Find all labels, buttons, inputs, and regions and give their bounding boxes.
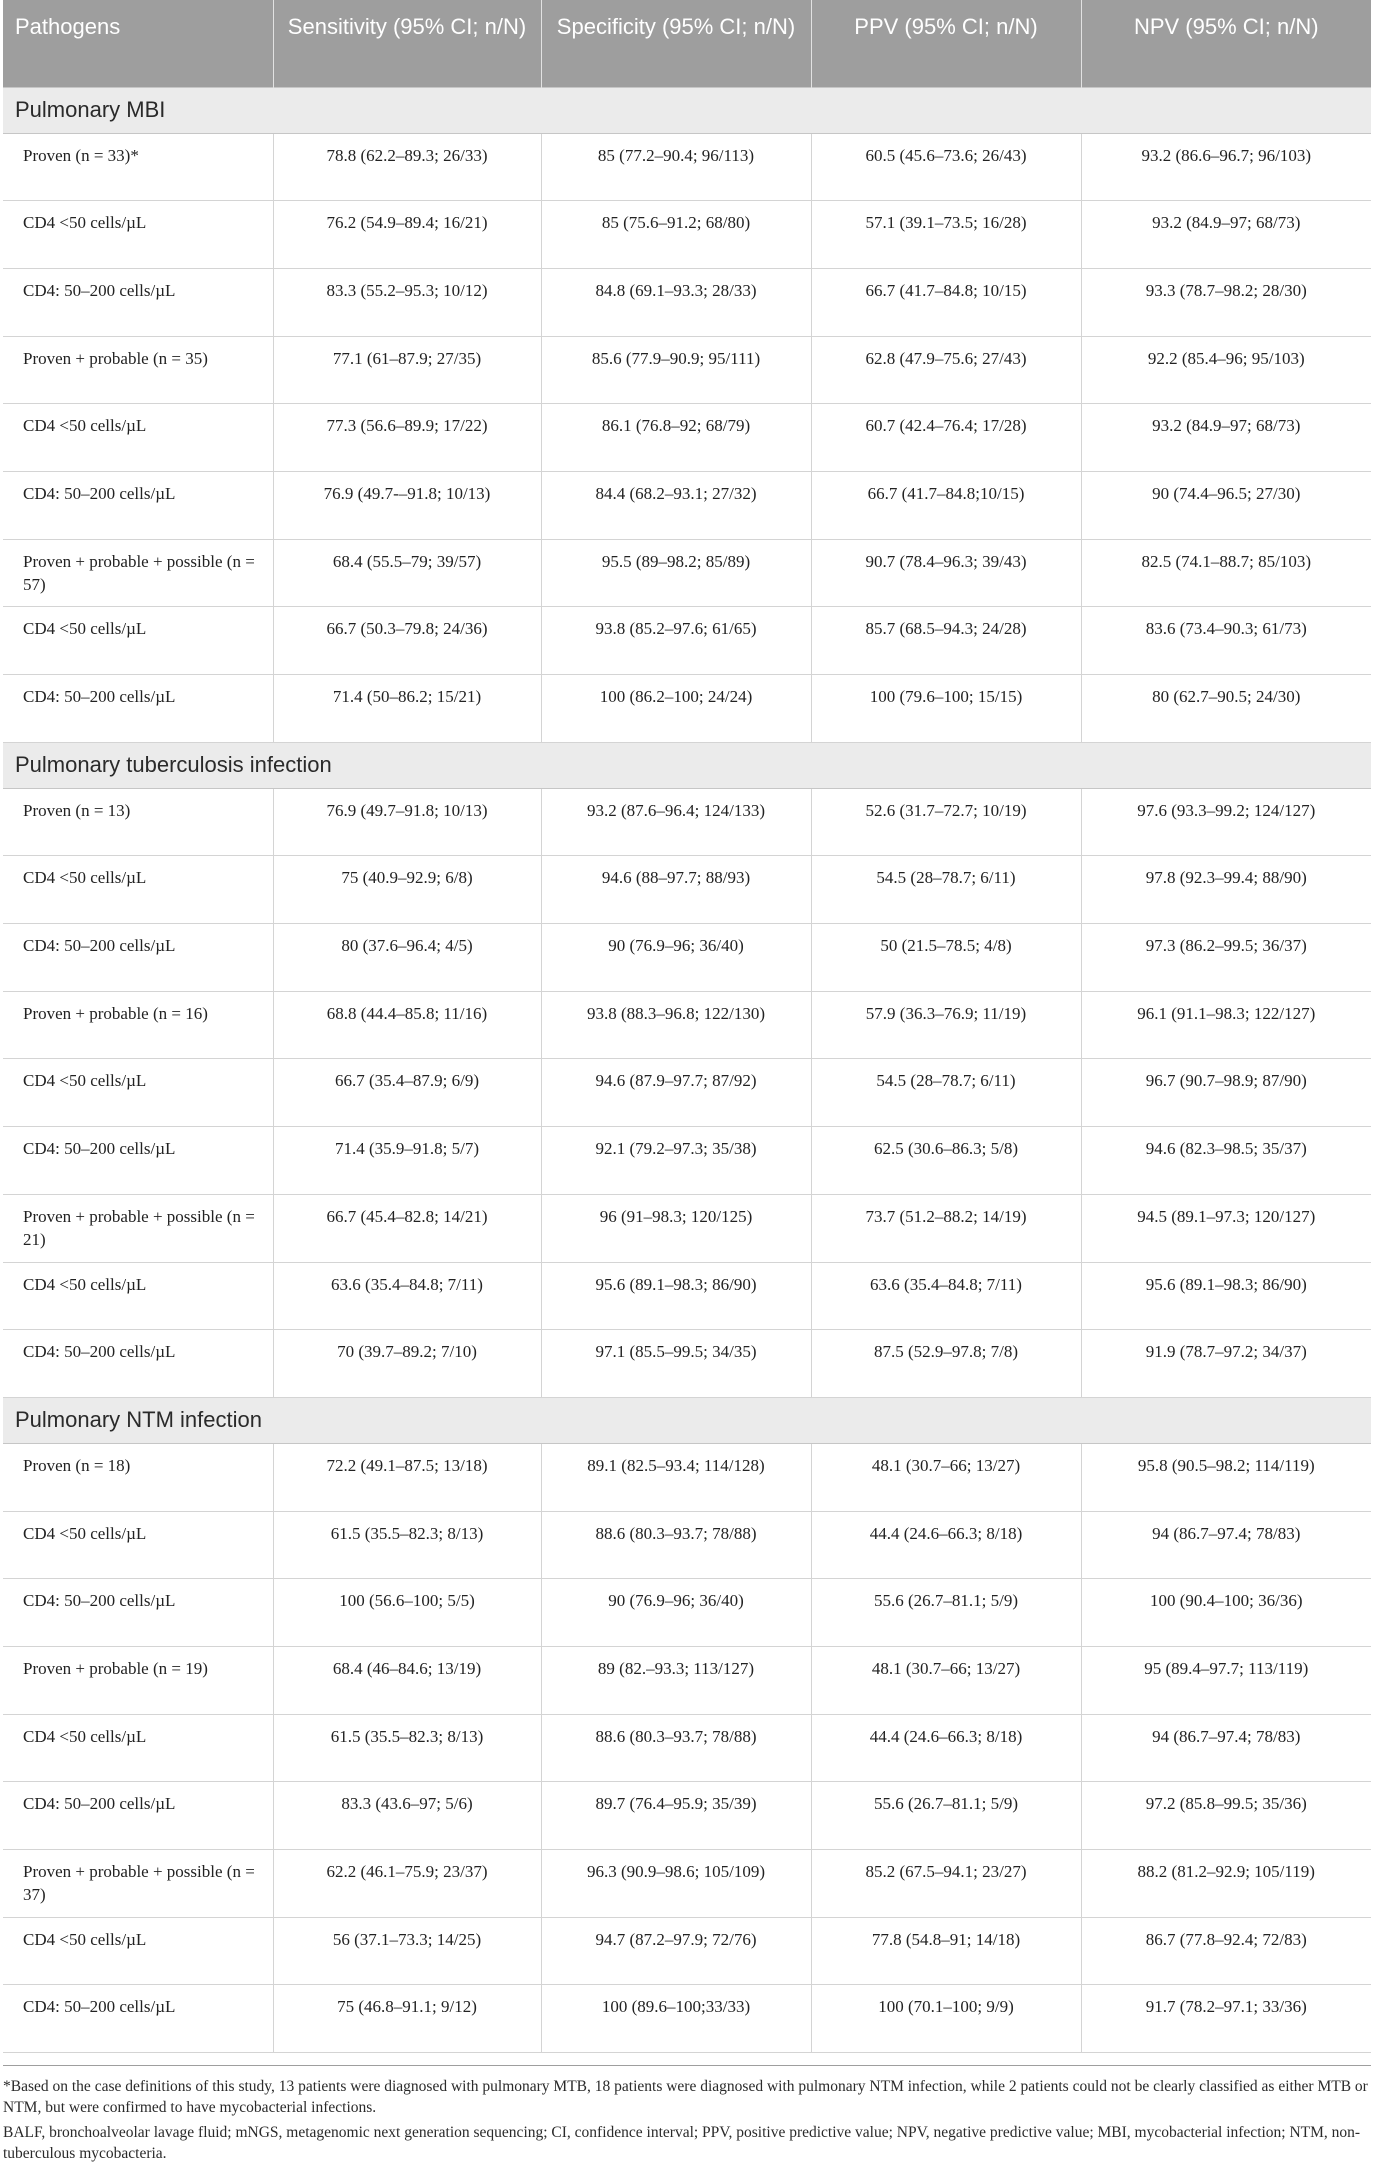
pathogen-cell: Proven + probable + possible (n = 57) [3, 539, 273, 607]
table-header [3, 0, 1371, 87]
sensitivity-cell: 83.3 (55.2–95.3; 10/12) [273, 268, 541, 336]
ppv-cell: 50 (21.5–78.5; 4/8) [811, 924, 1081, 992]
pathogen-cell: CD4 <50 cells/µL [3, 1511, 273, 1579]
npv-cell: 90 (74.4–96.5; 27/30) [1081, 471, 1371, 539]
ppv-cell: 62.5 (30.6–86.3; 5/8) [811, 1127, 1081, 1195]
specificity-cell: 88.6 (80.3–93.7; 78/88) [541, 1511, 811, 1579]
sensitivity-cell: 77.3 (56.6–89.9; 17/22) [273, 404, 541, 472]
header-specificity: Specificity (95% CI; n/N) [541, 0, 811, 87]
sensitivity-cell: 100 (56.6–100; 5/5) [273, 1579, 541, 1647]
npv-cell: 95 (89.4–97.7; 113/119) [1081, 1646, 1371, 1714]
npv-cell: 80 (62.7–90.5; 24/30) [1081, 675, 1371, 743]
sensitivity-cell: 66.7 (50.3–79.8; 24/36) [273, 607, 541, 675]
header-ppv: PPV (95% CI; n/N) [811, 0, 1081, 87]
ppv-cell: 48.1 (30.7–66; 13/27) [811, 1646, 1081, 1714]
specificity-cell: 89 (82.–93.3; 113/127) [541, 1646, 811, 1714]
sensitivity-cell: 71.4 (35.9–91.8; 5/7) [273, 1127, 541, 1195]
npv-cell: 94.6 (82.3–98.5; 35/37) [1081, 1127, 1371, 1195]
npv-cell: 86.7 (77.8–92.4; 72/83) [1081, 1917, 1371, 1985]
ppv-cell: 73.7 (51.2–88.2; 14/19) [811, 1194, 1081, 1262]
sensitivity-cell: 62.2 (46.1–75.9; 23/37) [273, 1850, 541, 1918]
table-row [3, 1985, 1371, 2053]
ppv-cell: 66.7 (41.7–84.8;10/15) [811, 471, 1081, 539]
npv-cell: 83.6 (73.4–90.3; 61/73) [1081, 607, 1371, 675]
ppv-cell: 100 (70.1–100; 9/9) [811, 1985, 1081, 2053]
table-row [3, 1714, 1371, 1782]
pathogen-cell: CD4: 50–200 cells/µL [3, 1330, 273, 1398]
ppv-cell: 66.7 (41.7–84.8; 10/15) [811, 268, 1081, 336]
table-footnotes [3, 2065, 1371, 2168]
sensitivity-cell: 61.5 (35.5–82.3; 8/13) [273, 1714, 541, 1782]
specificity-cell: 90 (76.9–96; 36/40) [541, 1579, 811, 1647]
table-body [3, 87, 1371, 2053]
sensitivity-cell: 76.2 (54.9–89.4; 16/21) [273, 201, 541, 269]
section-title: Pulmonary MBI [3, 87, 1371, 133]
pathogen-cell: Proven + probable (n = 16) [3, 991, 273, 1059]
specificity-cell: 97.1 (85.5–99.5; 34/35) [541, 1330, 811, 1398]
npv-cell: 97.8 (92.3–99.4; 88/90) [1081, 856, 1371, 924]
ppv-cell: 55.6 (26.7–81.1; 5/9) [811, 1782, 1081, 1850]
ppv-cell: 48.1 (30.7–66; 13/27) [811, 1443, 1081, 1511]
table-row [3, 1194, 1371, 1262]
table-row [3, 1917, 1371, 1985]
ppv-cell: 55.6 (26.7–81.1; 5/9) [811, 1579, 1081, 1647]
sensitivity-cell: 56 (37.1–73.3; 14/25) [273, 1917, 541, 1985]
table-row [3, 539, 1371, 607]
pathogen-cell: Proven (n = 33)* [3, 133, 273, 201]
table-row [3, 1511, 1371, 1579]
pathogen-cell: CD4: 50–200 cells/µL [3, 1985, 273, 2053]
table-row [3, 404, 1371, 472]
table-row [3, 336, 1371, 404]
sensitivity-cell: 66.7 (45.4–82.8; 14/21) [273, 1194, 541, 1262]
specificity-cell: 92.1 (79.2–97.3; 35/38) [541, 1127, 811, 1195]
footnote-abbreviations: BALF, bronchoalveolar lavage fluid; mNGS, metagenomic next generation sequencing; CI, confidence interval; PPV, positive predictive value; NPV, negative predictive value; MBI, mycobacterial infection; NTM, non-tuberculous mycobacteria. [3, 2124, 1361, 2162]
pathogen-cell: CD4 <50 cells/µL [3, 607, 273, 675]
pathogen-cell: CD4 <50 cells/µL [3, 404, 273, 472]
ppv-cell: 85.2 (67.5–94.1; 23/27) [811, 1850, 1081, 1918]
specificity-cell: 89.7 (76.4–95.9; 35/39) [541, 1782, 811, 1850]
npv-cell: 97.6 (93.3–99.2; 124/127) [1081, 788, 1371, 856]
table-row [3, 1646, 1371, 1714]
sensitivity-cell: 78.8 (62.2–89.3; 26/33) [273, 133, 541, 201]
table-row [3, 1262, 1371, 1330]
table-row [3, 133, 1371, 201]
pathogen-cell: CD4: 50–200 cells/µL [3, 675, 273, 743]
specificity-cell: 88.6 (80.3–93.7; 78/88) [541, 1714, 811, 1782]
specificity-cell: 100 (86.2–100; 24/24) [541, 675, 811, 743]
sensitivity-cell: 68.4 (46–84.6; 13/19) [273, 1646, 541, 1714]
sensitivity-cell: 75 (46.8–91.1; 9/12) [273, 1985, 541, 2053]
pathogen-cell: CD4 <50 cells/µL [3, 1917, 273, 1985]
section-row [3, 1397, 1371, 1443]
npv-cell: 82.5 (74.1–88.7; 85/103) [1081, 539, 1371, 607]
pathogen-cell: CD4: 50–200 cells/µL [3, 1782, 273, 1850]
sensitivity-cell: 72.2 (49.1–87.5; 13/18) [273, 1443, 541, 1511]
npv-cell: 94.5 (89.1–97.3; 120/127) [1081, 1194, 1371, 1262]
specificity-cell: 85.6 (77.9–90.9; 95/111) [541, 336, 811, 404]
sensitivity-cell: 80 (37.6–96.4; 4/5) [273, 924, 541, 992]
npv-cell: 95.8 (90.5–98.2; 114/119) [1081, 1443, 1371, 1511]
table-row [3, 991, 1371, 1059]
ppv-cell: 85.7 (68.5–94.3; 24/28) [811, 607, 1081, 675]
specificity-cell: 94.7 (87.2–97.9; 72/76) [541, 1917, 811, 1985]
specificity-cell: 90 (76.9–96; 36/40) [541, 924, 811, 992]
npv-cell: 94 (86.7–97.4; 78/83) [1081, 1714, 1371, 1782]
sensitivity-cell: 76.9 (49.7-–91.8; 10/13) [273, 471, 541, 539]
sensitivity-cell: 61.5 (35.5–82.3; 8/13) [273, 1511, 541, 1579]
npv-cell: 97.2 (85.8–99.5; 35/36) [1081, 1782, 1371, 1850]
npv-cell: 91.9 (78.7–97.2; 34/37) [1081, 1330, 1371, 1398]
pathogen-cell: Proven + probable (n = 19) [3, 1646, 273, 1714]
npv-cell: 97.3 (86.2–99.5; 36/37) [1081, 924, 1371, 992]
ppv-cell: 54.5 (28–78.7; 6/11) [811, 1059, 1081, 1127]
pathogen-cell: Proven + probable (n = 35) [3, 336, 273, 404]
npv-cell: 94 (86.7–97.4; 78/83) [1081, 1511, 1371, 1579]
ppv-cell: 60.7 (42.4–76.4; 17/28) [811, 404, 1081, 472]
sensitivity-cell: 76.9 (49.7–91.8; 10/13) [273, 788, 541, 856]
ppv-cell: 44.4 (24.6–66.3; 8/18) [811, 1714, 1081, 1782]
npv-cell: 88.2 (81.2–92.9; 105/119) [1081, 1850, 1371, 1918]
pathogen-cell: CD4 <50 cells/µL [3, 1059, 273, 1127]
table-row [3, 924, 1371, 992]
specificity-cell: 96.3 (90.9–98.6; 105/109) [541, 1850, 811, 1918]
ppv-cell: 52.6 (31.7–72.7; 10/19) [811, 788, 1081, 856]
ppv-cell: 57.9 (36.3–76.9; 11/19) [811, 991, 1081, 1059]
npv-cell: 96.1 (91.1–98.3; 122/127) [1081, 991, 1371, 1059]
pathogen-cell: CD4: 50–200 cells/µL [3, 1579, 273, 1647]
pathogen-cell: CD4 <50 cells/µL [3, 1714, 273, 1782]
pathogen-cell: CD4 <50 cells/µL [3, 201, 273, 269]
npv-cell: 92.2 (85.4–96; 95/103) [1081, 336, 1371, 404]
table-row [3, 1850, 1371, 1918]
specificity-cell: 93.8 (88.3–96.8; 122/130) [541, 991, 811, 1059]
pathogen-cell: CD4 <50 cells/µL [3, 856, 273, 924]
sensitivity-cell: 63.6 (35.4–84.8; 7/11) [273, 1262, 541, 1330]
table-row [3, 1330, 1371, 1398]
pathogen-cell: Proven (n = 18) [3, 1443, 273, 1511]
section-row [3, 742, 1371, 788]
sensitivity-cell: 70 (39.7–89.2; 7/10) [273, 1330, 541, 1398]
ppv-cell: 100 (79.6–100; 15/15) [811, 675, 1081, 743]
pathogen-cell: CD4: 50–200 cells/µL [3, 1127, 273, 1195]
header-npv: NPV (95% CI; n/N) [1081, 0, 1371, 87]
npv-cell: 93.2 (84.9–97; 68/73) [1081, 201, 1371, 269]
table-row [3, 1782, 1371, 1850]
pathogen-cell: CD4: 50–200 cells/µL [3, 924, 273, 992]
ppv-cell: 87.5 (52.9–97.8; 7/8) [811, 1330, 1081, 1398]
sensitivity-cell: 68.4 (55.5–79; 39/57) [273, 539, 541, 607]
ppv-cell: 44.4 (24.6–66.3; 8/18) [811, 1511, 1081, 1579]
specificity-cell: 85 (75.6–91.2; 68/80) [541, 201, 811, 269]
footnote-case-definitions: *Based on the case definitions of this study, 13 patients were diagnosed with pulmonary MTB, 18 patients were diagnosed with pulmonary NTM infection, while 2 patients could not be clearly classified as either MTB or NTM, but were confirmed to have mycobacterial infections. [3, 2078, 1368, 2116]
table-row [3, 1127, 1371, 1195]
table-row [3, 268, 1371, 336]
npv-cell: 95.6 (89.1–98.3; 86/90) [1081, 1262, 1371, 1330]
table-row [3, 675, 1371, 743]
specificity-cell: 85 (77.2–90.4; 96/113) [541, 133, 811, 201]
specificity-cell: 89.1 (82.5–93.4; 114/128) [541, 1443, 811, 1511]
sensitivity-cell: 77.1 (61–87.9; 27/35) [273, 336, 541, 404]
sensitivity-cell: 75 (40.9–92.9; 6/8) [273, 856, 541, 924]
npv-cell: 100 (90.4–100; 36/36) [1081, 1579, 1371, 1647]
specificity-cell: 84.4 (68.2–93.1; 27/32) [541, 471, 811, 539]
ppv-cell: 77.8 (54.8–91; 14/18) [811, 1917, 1081, 1985]
pathogen-cell: Proven + probable + possible (n = 37) [3, 1850, 273, 1918]
sensitivity-cell: 66.7 (35.4–87.9; 6/9) [273, 1059, 541, 1127]
header-sensitivity: Sensitivity (95% CI; n/N) [273, 0, 541, 87]
ppv-cell: 54.5 (28–78.7; 6/11) [811, 856, 1081, 924]
ppv-cell: 63.6 (35.4–84.8; 7/11) [811, 1262, 1081, 1330]
pathogen-cell: Proven (n = 13) [3, 788, 273, 856]
table-row [3, 856, 1371, 924]
specificity-cell: 96 (91–98.3; 120/125) [541, 1194, 811, 1262]
table-row [3, 788, 1371, 856]
pathogen-cell: CD4: 50–200 cells/µL [3, 471, 273, 539]
specificity-cell: 100 (89.6–100;33/33) [541, 1985, 811, 2053]
table-row [3, 1579, 1371, 1647]
pathogen-cell: Proven + probable + possible (n = 21) [3, 1194, 273, 1262]
sensitivity-cell: 83.3 (43.6–97; 5/6) [273, 1782, 541, 1850]
ppv-cell: 60.5 (45.6–73.6; 26/43) [811, 133, 1081, 201]
specificity-cell: 93.2 (87.6–96.4; 124/133) [541, 788, 811, 856]
npv-cell: 91.7 (78.2–97.1; 33/36) [1081, 1985, 1371, 2053]
specificity-cell: 84.8 (69.1–93.3; 28/33) [541, 268, 811, 336]
specificity-cell: 93.8 (85.2–97.6; 61/65) [541, 607, 811, 675]
specificity-cell: 95.6 (89.1–98.3; 86/90) [541, 1262, 811, 1330]
ppv-cell: 90.7 (78.4–96.3; 39/43) [811, 539, 1081, 607]
ppv-cell: 57.1 (39.1–73.5; 16/28) [811, 201, 1081, 269]
diagnostic-performance-table [3, 0, 1371, 2053]
section-row [3, 87, 1371, 133]
specificity-cell: 86.1 (76.8–92; 68/79) [541, 404, 811, 472]
ppv-cell: 62.8 (47.9–75.6; 27/43) [811, 336, 1081, 404]
specificity-cell: 94.6 (88–97.7; 88/93) [541, 856, 811, 924]
table-row [3, 1443, 1371, 1511]
npv-cell: 93.2 (84.9–97; 68/73) [1081, 404, 1371, 472]
section-title: Pulmonary tuberculosis infection [3, 742, 1371, 788]
npv-cell: 93.3 (78.7–98.2; 28/30) [1081, 268, 1371, 336]
specificity-cell: 95.5 (89–98.2; 85/89) [541, 539, 811, 607]
pathogen-cell: CD4 <50 cells/µL [3, 1262, 273, 1330]
section-title: Pulmonary NTM infection [3, 1397, 1371, 1443]
sensitivity-cell: 71.4 (50–86.2; 15/21) [273, 675, 541, 743]
specificity-cell: 94.6 (87.9–97.7; 87/92) [541, 1059, 811, 1127]
sensitivity-cell: 68.8 (44.4–85.8; 11/16) [273, 991, 541, 1059]
table-row [3, 1059, 1371, 1127]
npv-cell: 96.7 (90.7–98.9; 87/90) [1081, 1059, 1371, 1127]
header-pathogens: Pathogens [15, 14, 121, 39]
table-row [3, 201, 1371, 269]
table-row [3, 607, 1371, 675]
table-row [3, 471, 1371, 539]
npv-cell: 93.2 (86.6–96.7; 96/103) [1081, 133, 1371, 201]
pathogen-cell: CD4: 50–200 cells/µL [3, 268, 273, 336]
